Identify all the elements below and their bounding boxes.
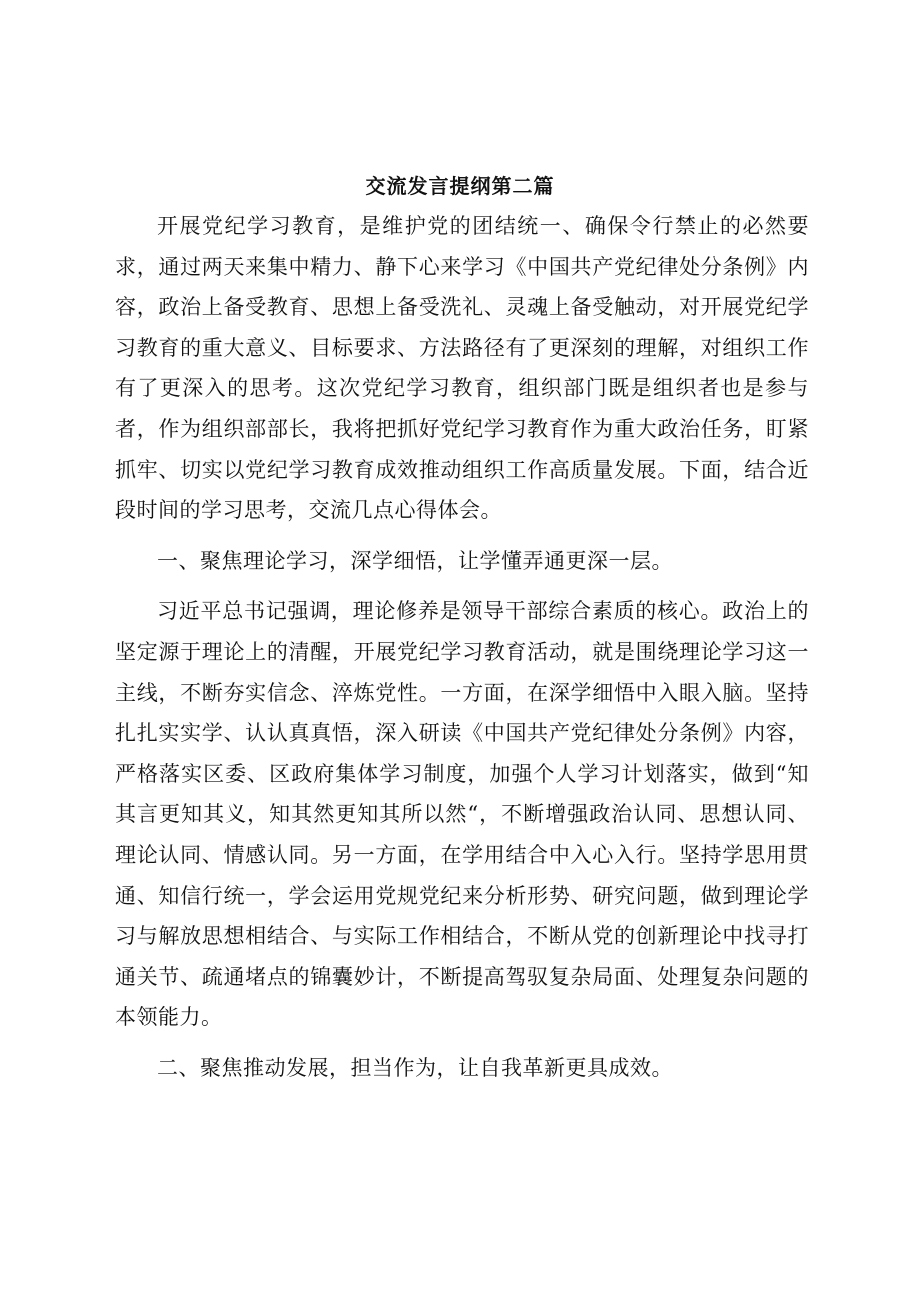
section-1-paragraph: 习近平总书记强调，理论修养是领导干部综合素质的核心。政治上的坚定源于理论上的清醒，开展党纪学习教育活动，就是围绕理论学习这一主线，不断夯实信念、淬炼党性。一方面，在深学细悟中入眼入脑。坚持扎扎实实学、认认真真悟，深入研读《中国共产党纪律处分条例》内容，严格落实区委、区政府集体学习制度，加强个人学习计划落实，做到“知其言更知其义，知其然更知其所以然“，不断增强政治认同、思想认同、理论认同、情感认同。另一方面，在学用结合中入心入行。坚持学思用贯通、知信行统一，学会运用党规党纪来分析形势、研究问题，做到理论学习与解放思想相结合、与实际工作相结合，不断从党的创新理论中找寻打通关节、疏通堵点的锦囊妙计，不断提高驾驭复杂局面、处理复杂问题的本领能力。	[115, 599, 809, 1030]
section-heading-2: 二、聚焦推动发展，担当作为，让自我革新更具成效。	[157, 1055, 673, 1080]
section-heading-1: 一、聚焦理论学习，深学细悟，让学懂弄通更深一层。	[157, 548, 673, 573]
document-body	[115, 206, 809, 1098]
intro-paragraph: 开展党纪学习教育，是维护党的团结统一、确保令行禁止的必然要求，通过两天来集中精力、静下心来学习《中国共产党纪律处分条例》内容，政治上备受教育、思想上备受洗礼、灵魂上备受触动，对开展党纪学习教育的重大意义、目标要求、方法路径有了更深刻的理解，对组织工作有了更深入的思考。这次党纪学习教育，组织部门既是组织者也是参与者，作为组织部部长，我将把抓好党纪学习教育作为重大政治任务，盯紧抓牢、切实以党纪学习教育成效推动组织工作高质量发展。下面，结合近段时间的学习思考，交流几点心得体会。	[115, 214, 809, 523]
document-title: 交流发言提纲第二篇	[365, 174, 555, 198]
